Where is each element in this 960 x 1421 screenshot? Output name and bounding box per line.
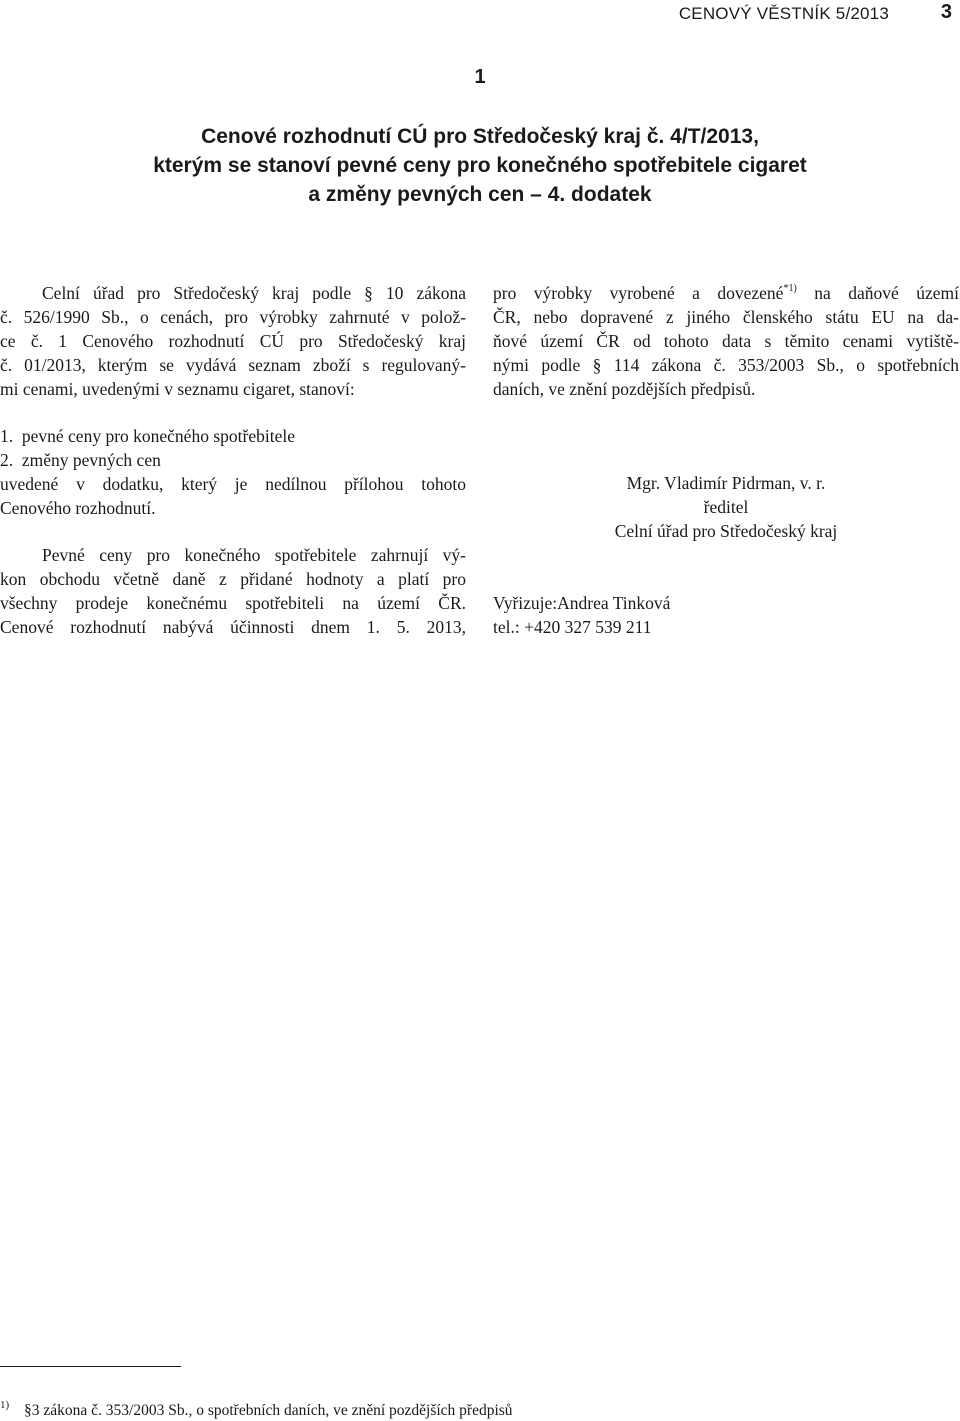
title-line: a změny pevných cen – 4. dodatek [308,183,652,206]
text-line: nými podle § 114 zákona č. 353/2003 Sb., o spotřebních [493,355,959,375]
text-line: Celní úřad pro Středočeský kraj podle § 10 zákona [42,283,466,303]
page-number: 3 [940,1,952,23]
price-paragraph [0,543,466,639]
journal-header: CENOVÝ VĚSTNÍK 5/2013 [678,4,889,23]
text-line: daních, ve znění pozdějších předpisů. [493,379,756,399]
text-line: č. 526/1990 Sb., o cenách, pro výrobky zahrnuté v polož- [0,307,466,327]
text-line: uvedené v dodatku, který je nedílnou přílohou tohoto [0,474,466,494]
footnote-reference: *1) [783,283,797,294]
text-line: č. 01/2013, kterým se vydává seznam zboží s regulovaný- [0,355,466,375]
footnote-separator [0,1366,181,1367]
text-line: ňové území ČR od tohoto data s těmito cenami vytiště- [493,331,959,351]
signatory-name: Mgr. Vladimír Pidrman, v. r. [626,473,826,493]
intro-paragraph [0,281,466,401]
text-line: ČR, nebo dopravené z jiného členského státu EU na da- [493,307,959,327]
text-line: Pevné ceny pro konečného spotřebitele zahrnují vý- [42,545,466,565]
continuation-paragraph [493,281,959,401]
text-line: mi cenami, uvedenými v seznamu cigaret, stanoví: [0,379,355,399]
contact-person: Vyřizuje:Andrea Tinková [493,593,671,613]
text-segment: pro výrobky vyrobené a dovezené [493,283,784,303]
document-title [60,122,900,209]
decision-list [0,424,466,520]
contact-phone: tel.: +420 327 539 211 [493,617,652,637]
section-number: 1 [474,66,486,88]
text-line: kon obchodu včetně daně z přidané hodnoty a platí pro [0,569,466,589]
signatory-office: Celní úřad pro Středočeský kraj [614,521,838,541]
contact-block [493,591,959,639]
footnote-mark: 1) [0,1399,10,1411]
title-line: kterým se stanoví pevné ceny pro konečného spotřebitele cigaret [153,154,807,177]
signature-block [493,471,959,543]
text-line: ce č. 1 Cenového rozhodnutí CÚ pro Středočeský kraj [0,331,466,351]
text-line: Cenové rozhodnutí nabývá účinnosti dnem 1. 5. 2013, [0,617,466,637]
title-line: Cenové rozhodnutí CÚ pro Středočeský kraj č. 4/T/2013, [201,125,759,148]
footnote-text: §3 zákona č. 353/2003 Sb., o spotřebních daních, ve znění pozdějších předpisů [24,1402,513,1419]
text-line: Cenového rozhodnutí. [0,498,156,518]
list-item: 1. pevné ceny pro konečného spotřebitele [0,426,295,446]
text-line: všechny prodeje konečnému spotřebiteli na území ČR. [0,593,466,613]
text-segment: na daňové území [796,283,959,303]
signatory-role: ředitel [703,497,749,517]
text-line [493,281,959,305]
list-item: 2. změny pevných cen [0,450,161,470]
